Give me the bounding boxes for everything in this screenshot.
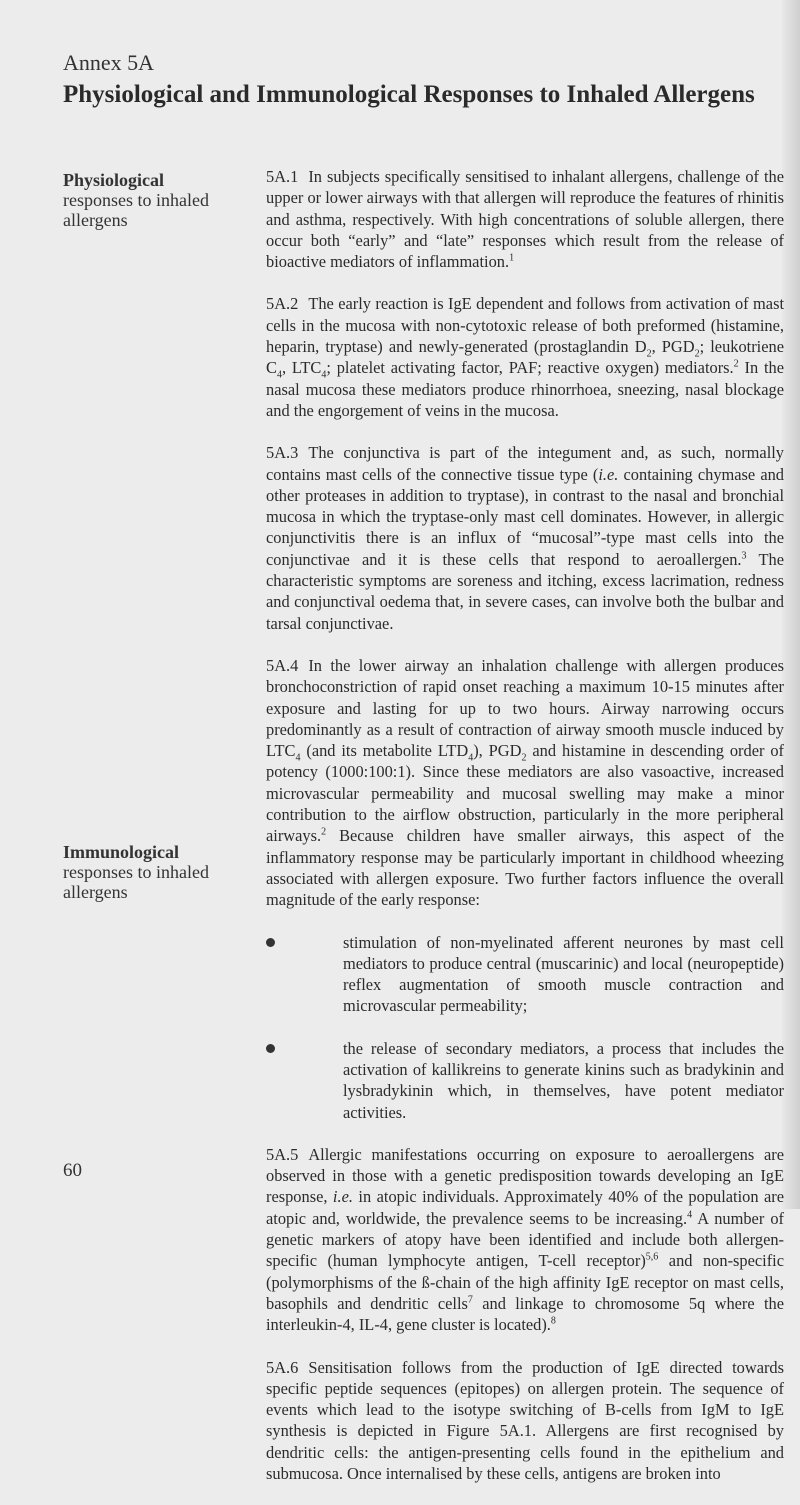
paragraph-5a3: [266, 442, 784, 634]
paragraph-text: The early reaction is IgE dependent and follows from activation of mast cells in the mucosa with non-cytotoxic release of both preformed (histamine, heparin, tryptase) and newly-generated (prostaglandin D: [266, 294, 784, 357]
footnote-ref: 7: [467, 1294, 473, 1306]
paragraph-5a6: [266, 1357, 784, 1485]
subscript: 2: [521, 752, 527, 764]
paragraph-text: ; platelet activating factor, PAF; reactive oxygen) mediators.: [326, 358, 734, 378]
bullet-item: [266, 1038, 784, 1123]
footnote-ref: 2: [733, 358, 739, 370]
side-heading-title: Immunological: [63, 842, 180, 862]
subscript: 4: [276, 369, 282, 381]
paragraph-text: (and its metabolite LTD: [300, 741, 469, 761]
paragraph-text: , LTC: [281, 358, 322, 378]
body-text: [266, 166, 784, 1505]
side-heading-immunological: [63, 842, 253, 902]
paragraph-text: In subjects specifically sensitised to inhalant allergens, challenge of the upper or lower airways with that allergen will reproduce the features of rhinitis and asthma, respectively. With high concentrations of soluble allergen, there occur both “early” and “late” responses which result from the release of bioactive mediators of inflammation.: [266, 167, 784, 272]
subscript: 2: [694, 348, 700, 360]
footnote-ref: 1: [509, 252, 515, 264]
page-title: Physiological and Immunological Responses to Inhaled Allergens: [63, 81, 755, 108]
subscript: 4: [295, 752, 301, 764]
paragraph-text: ; leukotriene C: [266, 337, 784, 378]
subscript: 4: [468, 752, 474, 764]
paragraph-text: A number of genetic markers of atopy have been identified and include both allergen-specific (human lymphocyte antigen, T-cell receptor): [266, 1208, 784, 1271]
page-number: 60: [63, 1160, 82, 1181]
paragraph-number: 5A.1: [266, 167, 299, 186]
paragraph-number: 5A.5: [266, 1144, 299, 1164]
paragraph-text: In the nasal mucosa these mediators produce rhinorrhoea, sneezing, nasal blockage and the engorgement of veins in the mucosa.: [266, 358, 784, 420]
paragraph-text: , PGD: [651, 337, 695, 357]
side-heading-line: allergens: [63, 882, 128, 902]
paragraph-5a5: [266, 1144, 784, 1336]
paragraph-text: and histamine in descending order of potency (1000:100:1). Since these mediators are also vasoactive, increased microvascular permeability and mucosal swelling may make a minor contribution to the airflow obstruction, particularly in the more peripheral airways.: [266, 741, 784, 846]
paragraph-text: containing chymase and other proteases in addition to tryptase), in contrast to the nasal and bronchial mucosa in which the tryptase-only mast cell dominates. However, in allergic conjunctivitis there is an influx of “mucosal”-type mast cells into the conjunctivae and it is these cells that respond to aeroallergen.: [266, 464, 784, 569]
paragraph-text: Allergic manifestations occurring on exposure to aeroallergens are observed in those with a genetic predisposition towards developing an IgE response,: [266, 1144, 784, 1207]
bullet-icon: [266, 1044, 275, 1053]
side-heading-line: allergens: [63, 210, 128, 230]
paragraph-text: and linkage to chromosome 5q where the interleukin-4, IL-4, gene cluster is located).: [266, 1293, 785, 1335]
footnote-ref: 3: [741, 550, 747, 562]
paragraph-number: 5A.3: [266, 443, 299, 463]
paragraph-text: In the lower airway an inhalation challenge with allergen produces bronchoconstriction of rapid onset reaching a maximum 10-15 minutes after exposure and lasting for up to two hours. Airway narrowing occurs predominantly as a result of contraction of airway smooth muscle induced by LTC: [266, 655, 784, 761]
side-heading-line: responses to inhaled: [63, 862, 209, 882]
bullet-item: [266, 932, 784, 1017]
italic-text: i.e.: [598, 464, 619, 484]
footnote-ref: 8: [550, 1315, 556, 1327]
paragraph-number: 5A.6: [266, 1357, 299, 1377]
paragraph-number: 5A.2: [266, 294, 299, 314]
paragraph-number: 5A.4: [266, 655, 299, 675]
paragraph-5a2: [266, 293, 784, 421]
paragraph-5a4: [266, 655, 784, 911]
paragraph-5a1: [266, 166, 784, 272]
side-heading-title: Physiological: [63, 170, 165, 190]
footnote-ref: 2: [321, 826, 327, 838]
page-edge-shadow: [782, 0, 800, 1209]
paragraph-text: and non-specific (polymorphisms of the ß-chain of the high affinity IgE receptor on mast cells, basophils and dendritic cells: [266, 1251, 784, 1313]
footnote-ref: 5,6: [645, 1251, 659, 1263]
side-heading-line: responses to inhaled: [63, 190, 209, 210]
annex-label: Annex 5A: [63, 50, 155, 75]
paragraph-text: The characteristic symptoms are soreness and itching, excess lacrimation, redness and conjunctival oedema that, in severe cases, can involve both the bulbar and tarsal conjunctivae.: [266, 549, 784, 633]
paragraph-text: in atopic individuals. Approximately 40% of the population are atopic and, worldwide, the prevalence seems to be increasing.: [266, 1187, 785, 1228]
italic-text: i.e.: [332, 1187, 353, 1207]
side-heading-physiological: [63, 170, 253, 230]
paragraph-text: Because children have smaller airways, this aspect of the inflammatory response may be particularly important in childhood wheezing associated with allergen exposure. Two further factors influence the overall magnitude of the early response:: [266, 826, 784, 910]
paragraph-text: Sensitisation follows from the production of IgE directed towards specific peptide sequences (epitopes) on allergen protein. The sequence of events which lead to the isotype switching of B-cells from IgM to IgE synthesis is depicted in Figure 5A.1. Allergens are first recognised by dendritic cells: the antigen-presenting cells found in the epithelium and submucosa. Once internalised by these cells, antigens are broken into: [266, 1357, 784, 1484]
subscript: 2: [646, 348, 652, 360]
bullet-text: the release of secondary mediators, a process that includes the activation of kallikreins to generate kinins such as bradykinin and lysbradykinin which, in themselves, have potent mediator activities.: [343, 1038, 784, 1122]
footnote-ref: 4: [687, 1209, 693, 1221]
subscript: 4: [321, 369, 327, 381]
bullet-text: stimulation of non-myelinated afferent neurones by mast cell mediators to produce central (muscarinic) and local (neuropeptide) reflex augmentation of smooth muscle contraction and microvascular permeability;: [343, 932, 784, 1016]
paragraph-text: The conjunctiva is part of the integument and, as such, normally contains mast cells of the connective tissue type (: [266, 443, 784, 484]
paragraph-text: ), PGD: [473, 741, 522, 761]
bullet-icon: [266, 938, 275, 947]
